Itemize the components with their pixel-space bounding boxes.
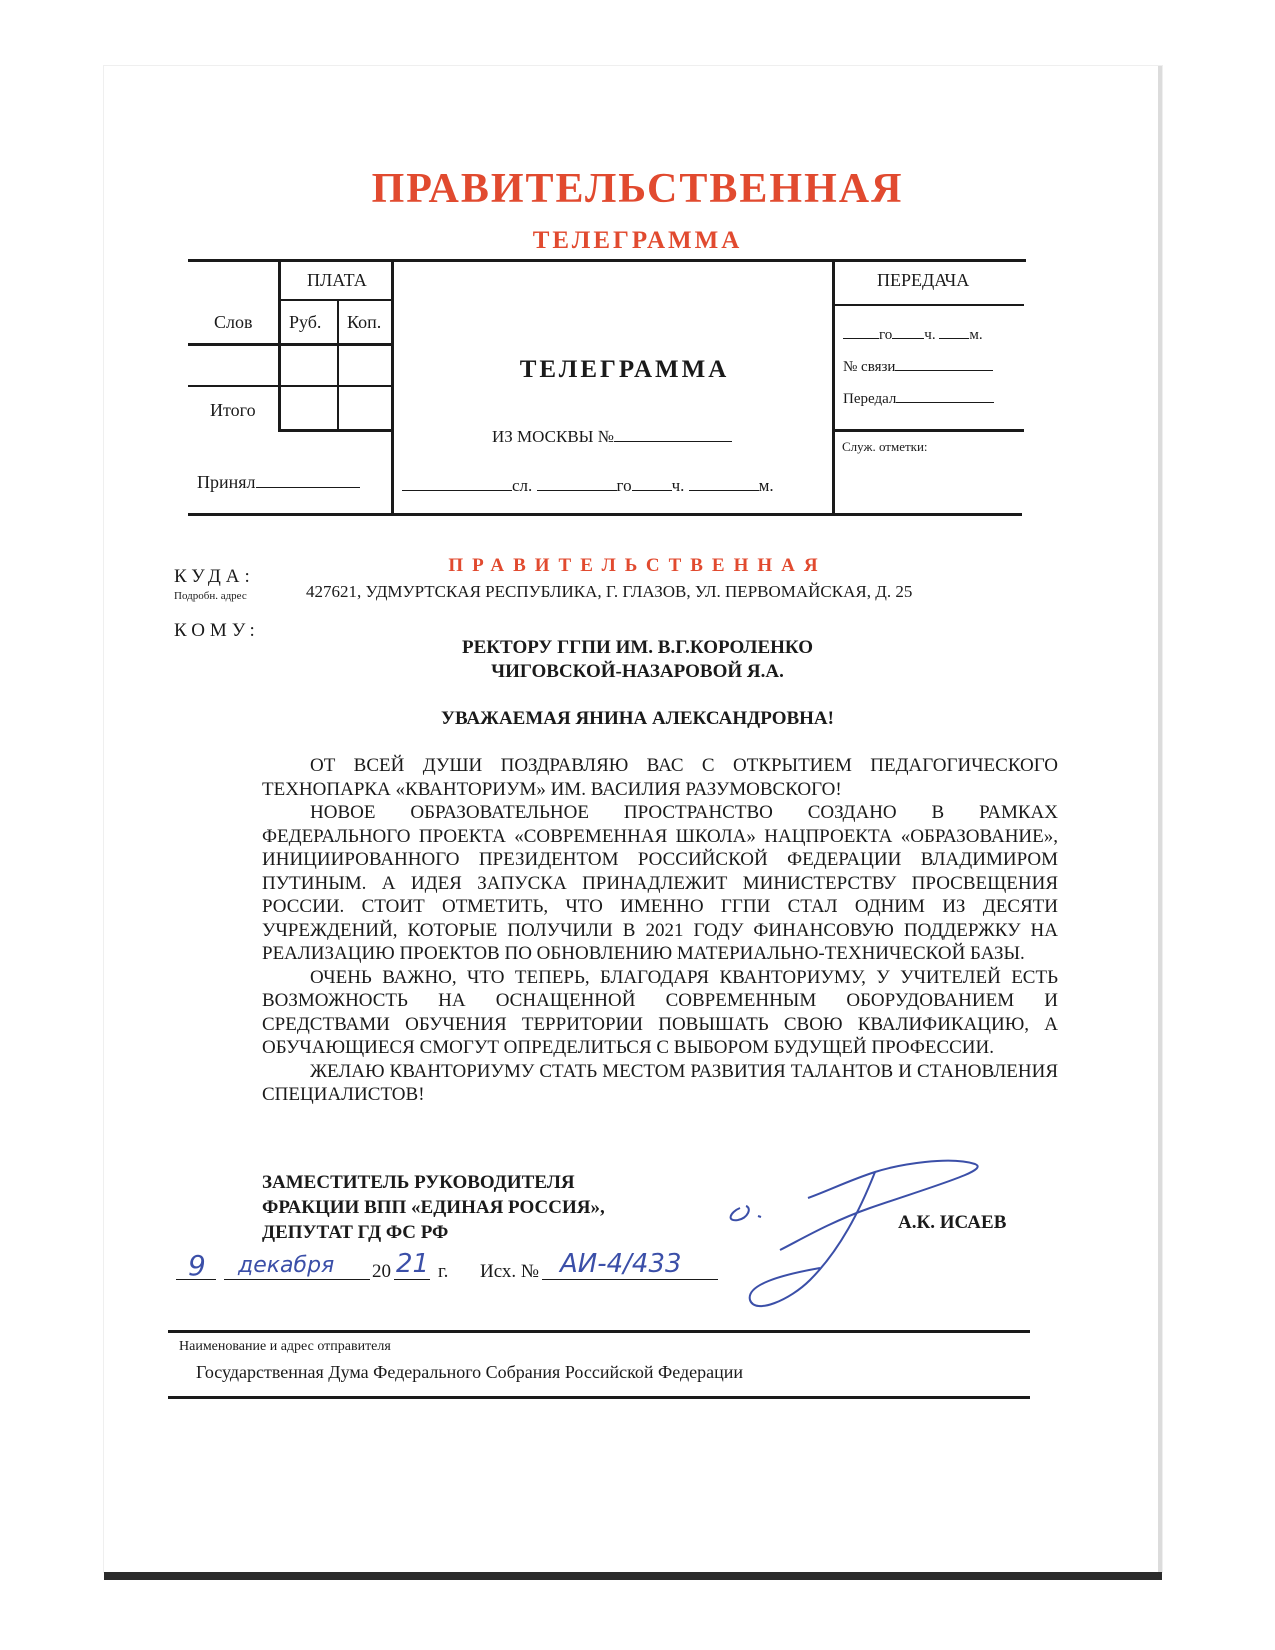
isx-label: Исх. №	[480, 1261, 540, 1282]
grid-line	[278, 299, 392, 301]
document-subtitle: ТЕЛЕГРАММА	[532, 227, 743, 254]
blank-line	[895, 352, 993, 371]
kop-label: Коп.	[347, 312, 382, 332]
ch-label: ч.	[671, 476, 685, 495]
greeting: УВАЖАЕМАЯ ЯНИНА АЛЕКСАНДРОВНА!	[441, 708, 834, 729]
year-suffix: 21	[396, 1249, 430, 1279]
peredacha-label: ПЕРЕДАЧА	[877, 270, 970, 290]
transmission-time-fields	[402, 472, 774, 496]
peredacha-time-fields	[843, 320, 983, 344]
blank-line	[896, 384, 994, 403]
outgoing-number: АИ-4/433	[560, 1249, 682, 1279]
blank-line	[542, 1279, 718, 1280]
signatory-line-3: ДЕПУТАТ ГД ФС РФ	[262, 1222, 449, 1243]
message-body	[262, 754, 1058, 1107]
signatory-line-1: ЗАМЕСТИТЕЛЬ РУКОВОДИТЕЛЯ	[262, 1172, 575, 1193]
grid-line	[337, 300, 339, 431]
sender-value: Государственная Дума Федерального Собрания Российской Федерации	[196, 1362, 744, 1382]
prinyal-label: Принял	[197, 472, 256, 492]
blank-line	[537, 472, 617, 491]
prinyal-field	[197, 469, 360, 493]
blank-line	[394, 1279, 430, 1280]
center-telegram-title: ТЕЛЕГРАММА	[519, 356, 730, 383]
year-prefix: 20	[372, 1261, 391, 1282]
blank-line	[892, 320, 924, 339]
document-title: ПРАВИТЕЛЬСТВЕННАЯ	[371, 166, 904, 212]
paragraph: ОТ ВСЕЙ ДУШИ ПОЗДРАВЛЯЮ ВАС С ОТКРЫТИЕМ ПЕДАГОГИЧЕСКОГО ТЕХНОПАРКА «КВАНТОРИУМ» ИМ. ВАСИЛИЯ РАЗУМОВСКОГО!	[262, 755, 1058, 800]
rub-label: Руб.	[289, 312, 322, 332]
blank-line	[632, 472, 672, 491]
paragraph: НОВОЕ ОБРАЗОВАТЕЛЬНОЕ ПРОСТРАНСТВО СОЗДАНО В РАМКАХ ФЕДЕРАЛЬНОГО ПРОЕКТА «СОВРЕМЕННАЯ ШКОЛА» НАЦПРОЕКТА «ОБРАЗОВАНИЕ», ИНИЦИИРОВАННОГО ПРЕЗИДЕНТОМ РОССИЙСКОЙ ФЕДЕРАЦИИ ВЛАДИМИРОМ ПУТИНЫМ. А ИДЕЯ ЗАПУСКА ПРИНАДЛЕЖИТ МИНИСТЕРСТВУ ПРОСВЕЩЕНИЯ РОССИИ. СТОИТ ОТМЕТИТЬ, ЧТО ИМЕННО ГГПИ СТАЛ ОДНИМ ИЗ ДЕСЯТИ УЧРЕЖДЕНИЙ, КОТОРЫЕ ПОЛУЧИЛИ В 2021 ГОДУ ФИНАНСОВУЮ ПОДДЕРЖКУ НА РЕАЛИЗАЦИЮ ПРОЕКТОВ ПО ОБНОВЛЕНИЮ МАТЕРИАЛЬНО-ТЕХНИЧЕСКОЙ БАЗЫ.	[262, 802, 1058, 964]
form-top-border	[188, 259, 1026, 262]
form-right-divider	[832, 260, 835, 515]
blank-line	[256, 469, 360, 488]
m-label: м.	[969, 327, 983, 343]
grid-line	[188, 385, 392, 387]
go-label: го	[616, 476, 632, 495]
sl-label: сл.	[512, 476, 533, 495]
podrobn-adres-label: Подробн. адрес	[174, 590, 247, 602]
date-line	[176, 1249, 776, 1295]
sender-top-border	[168, 1330, 1030, 1333]
blank-line	[843, 320, 879, 339]
m-label: м.	[758, 476, 774, 495]
kuda-label: КУДА:	[174, 566, 255, 587]
iz-moskvy-label: ИЗ МОСКВЫ №	[492, 427, 614, 446]
grid-line	[278, 429, 392, 432]
handwritten-signature	[700, 1150, 1000, 1330]
grid-line	[188, 343, 392, 346]
signatory-title	[262, 1170, 605, 1245]
plata-label: ПЛАТА	[307, 270, 367, 290]
date-month: декабря	[238, 1253, 335, 1278]
no-svyazi-label: № связи	[843, 359, 896, 375]
sluzh-otmetki-label: Служ. отметки:	[842, 439, 928, 454]
grid-line	[834, 429, 1024, 432]
sender-label: Наименование и адрес отправителя	[179, 1339, 391, 1354]
g-label: г.	[438, 1261, 449, 1282]
date-day: 9	[188, 1249, 206, 1282]
peredal-field	[843, 384, 994, 408]
komu-label: КОМУ:	[174, 620, 260, 641]
blank-line	[176, 1279, 216, 1280]
iz-moskvy-field	[492, 423, 732, 447]
go-label: го	[879, 327, 893, 343]
slov-label: Слов	[214, 312, 253, 332]
form-bottom-border	[188, 513, 1022, 516]
peredal-label: Передал	[843, 391, 897, 407]
blank-line	[402, 472, 512, 491]
sheet-edge	[1158, 66, 1162, 1572]
sheet-bottom-edge	[104, 1572, 1162, 1580]
sender-bottom-border	[168, 1396, 1030, 1399]
signatory-name: А.К. ИСАЕВ	[898, 1212, 1007, 1233]
recipient-line-1: РЕКТОРУ ГГПИ ИМ. В.Г.КОРОЛЕНКО	[462, 637, 813, 658]
signatory-line-2: ФРАКЦИИ ВПП «ЕДИНАЯ РОССИЯ»,	[262, 1197, 605, 1218]
government-band: ПРАВИТЕЛЬСТВЕННАЯ	[448, 555, 827, 576]
address-value: 427621, УДМУРТСКАЯ РЕСПУБЛИКА, Г. ГЛАЗОВ, УЛ. ПЕРВОМАЙСКАЯ, Д. 25	[306, 582, 913, 601]
itogo-label: Итого	[210, 400, 256, 420]
blank-line	[224, 1279, 370, 1280]
paragraph: ОЧЕНЬ ВАЖНО, ЧТО ТЕПЕРЬ, БЛАГОДАРЯ КВАНТОРИУМУ, У УЧИТЕЛЕЙ ЕСТЬ ВОЗМОЖНОСТЬ НА ОСНАЩЕННОЙ СОВРЕМЕННЫМ ОБОРУДОВАНИЕМ И СРЕДСТВАМИ ОБУЧЕНИЯ ТЕРРИТОРИИ ПОВЫШАТЬ СВОЮ КВАЛИФИКАЦИЮ, А ОБУЧАЮЩИЕСЯ СМОГУТ ОПРЕДЕЛИТЬСЯ С ВЫБОРОМ БУДУЩЕЙ ПРОФЕССИИ.	[262, 966, 1058, 1058]
recipient-line-2: ЧИГОВСКОЙ-НАЗАРОВОЙ Я.А.	[491, 661, 784, 682]
blank-line	[689, 472, 759, 491]
grid-line	[834, 304, 1024, 306]
no-svyazi-field	[843, 352, 993, 376]
ch-label: ч.	[924, 327, 936, 343]
blank-line	[614, 423, 732, 442]
paragraph: ЖЕЛАЮ КВАНТОРИУМУ СТАТЬ МЕСТОМ РАЗВИТИЯ ТАЛАНТОВ И СТАНОВЛЕНИЯ СПЕЦИАЛИСТОВ!	[262, 1060, 1058, 1105]
blank-line	[939, 320, 969, 339]
